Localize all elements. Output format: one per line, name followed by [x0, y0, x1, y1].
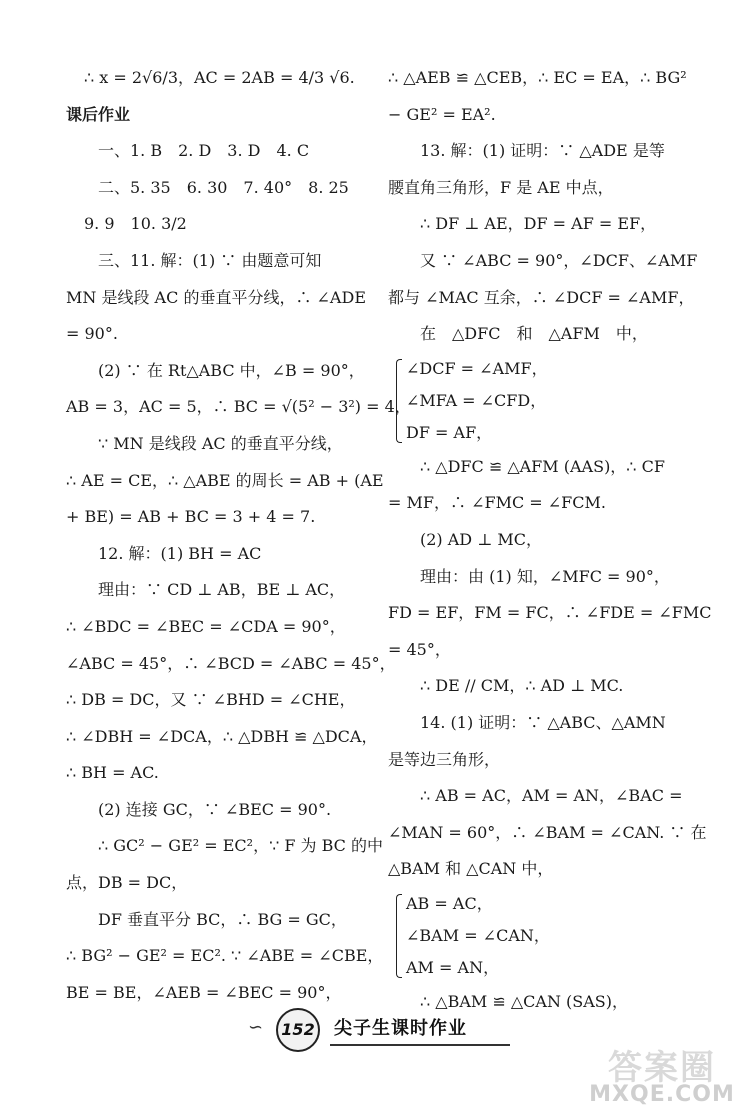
text-line: △BAM 和 △CAN 中， — [388, 859, 554, 879]
brace-condition-line: ∠BAM = ∠CAN， — [406, 925, 550, 945]
text-line: BE = BE，∠AEB = ∠BEC = 90°， — [66, 982, 342, 1002]
watermark-sub: MXQE.COM — [589, 1082, 735, 1107]
text-line: ∴ GC² − GE² = EC²，∵ F 为 BC 的中 — [98, 836, 383, 856]
brace-condition-line: ∠MFA = ∠CFD， — [406, 390, 547, 410]
text-line: 腰直角三角形，F 是 AE 中点， — [388, 177, 614, 197]
swirl-ornament-icon: ∽ — [248, 1017, 264, 1038]
text-line: 14. (1) 证明：∵ △ABC、△AMN — [420, 712, 666, 732]
text-line: ∠ABC = 45°，∴ ∠BCD = ∠ABC = 45°， — [66, 653, 396, 673]
text-line: ∴ ∠BDC = ∠BEC = ∠CDA = 90°， — [66, 616, 346, 636]
text-line: = MF，∴ ∠FMC = ∠FCM. — [388, 493, 606, 513]
text-line: ∴ DE // CM，∴ AD ⊥ MC. — [420, 676, 624, 696]
text-line: ∴ BG² − GE² = EC². ∵ ∠ABE = ∠CBE， — [66, 946, 384, 966]
text-line: ∴ ∠DBH = ∠DCA，∴ △DBH ≌ △DCA， — [66, 726, 378, 746]
text-line: ∴ AE = CE，∴ △ABE 的周长 = AB + (AE — [66, 470, 384, 490]
text-line: ∴ △DFC ≌ △AFM (AAS)，∴ CF — [420, 456, 665, 476]
text-line: 又 ∵ ∠ABC = 90°，∠DCF、∠AMF — [420, 250, 698, 270]
page-number-badge: 152 — [276, 1008, 320, 1052]
text-line: (2) 连接 GC，∵ ∠BEC = 90°. — [98, 799, 332, 819]
text-line: 理由：∵ CD ⊥ AB，BE ⊥ AC， — [98, 580, 346, 600]
left-column — [66, 60, 411, 1011]
text-line: ∠MAN = 60°，∴ ∠BAM = ∠CAN. ∵ 在 — [388, 822, 707, 842]
text-line: 13. 解：(1) 证明：∵ △ADE 是等 — [420, 141, 665, 161]
text-line: 9. 9 10. 3/2 — [84, 214, 187, 234]
text-line: = 45°， — [388, 639, 451, 659]
watermark-logo — [582, 1040, 742, 1112]
text-line: ∵ MN 是线段 AC 的垂直平分线， — [98, 433, 343, 453]
page-footer — [248, 1006, 518, 1050]
text-line: ∴ △BAM ≌ △CAN (SAS)， — [420, 991, 628, 1011]
text-line: 在 △DFC 和 △AFM 中， — [420, 324, 648, 344]
text-line: 二、5. 35 6. 30 7. 40° 8. 25 — [98, 177, 349, 197]
right-column — [388, 60, 712, 1020]
brace-condition-line: AM = AN， — [406, 957, 500, 977]
text-line: 12. 解：(1) BH = AC — [98, 543, 262, 563]
text-line: AB = 3，AC = 5，∴ BC = √(5² − 3²) = 4， — [66, 397, 411, 417]
text-line: (2) ∵ 在 Rt△ABC 中，∠B = 90°， — [98, 360, 365, 380]
text-line: ∴ △AEB ≌ △CEB，∴ EC = EA，∴ BG² — [388, 68, 687, 87]
text-line: + BE) = AB + BC = 3 + 4 = 7. — [66, 507, 316, 527]
footer-rule — [330, 1044, 510, 1046]
text-line: 点，DB = DC， — [66, 873, 188, 893]
watermark-main: 答案圈 — [608, 1048, 716, 1088]
text-line: 理由：由 (1) 知，∠MFC = 90°， — [420, 566, 670, 586]
text-line: FD = EF，FM = FC，∴ ∠FDE = ∠FMC — [388, 603, 712, 623]
text-line: 课后作业 — [66, 104, 131, 124]
brace-condition-line: ∠DCF = ∠AMF， — [406, 358, 548, 378]
text-line: ∴ DF ⊥ AE，DF = AF = EF， — [420, 214, 657, 234]
text-line: 都与 ∠MAC 互余，∴ ∠DCF = ∠AMF， — [388, 287, 695, 307]
brace-condition-group — [388, 888, 688, 984]
text-line: ∴ x = 2√6/3，AC = 2AB = 4/3 √6. — [84, 68, 355, 87]
brace-condition-group — [388, 353, 688, 449]
brace-condition-line: DF = AF， — [406, 422, 493, 442]
book-title: 尖子生课时作业 — [334, 1018, 467, 1039]
text-line: ∴ BH = AC. — [66, 763, 159, 783]
text-line: − GE² = EA². — [388, 104, 496, 124]
text-line: = 90°. — [66, 324, 118, 344]
text-line: MN 是线段 AC 的垂直平分线，∴ ∠ADE — [66, 287, 366, 307]
text-line: 一、1. B 2. D 3. D 4. C — [98, 141, 310, 161]
text-line: 三、11. 解：(1) ∵ 由题意可知 — [98, 250, 322, 270]
brace-condition-line: AB = AC， — [406, 893, 493, 913]
text-line: (2) AD ⊥ MC， — [420, 529, 542, 549]
text-line: ∴ DB = DC，又 ∵ ∠BHD = ∠CHE， — [66, 690, 356, 710]
text-line: DF 垂直平分 BC，∴ BG = GC， — [98, 909, 347, 929]
text-line: 是等边三角形， — [388, 749, 501, 769]
text-line: ∴ AB = AC，AM = AN，∠BAC = — [420, 786, 683, 806]
